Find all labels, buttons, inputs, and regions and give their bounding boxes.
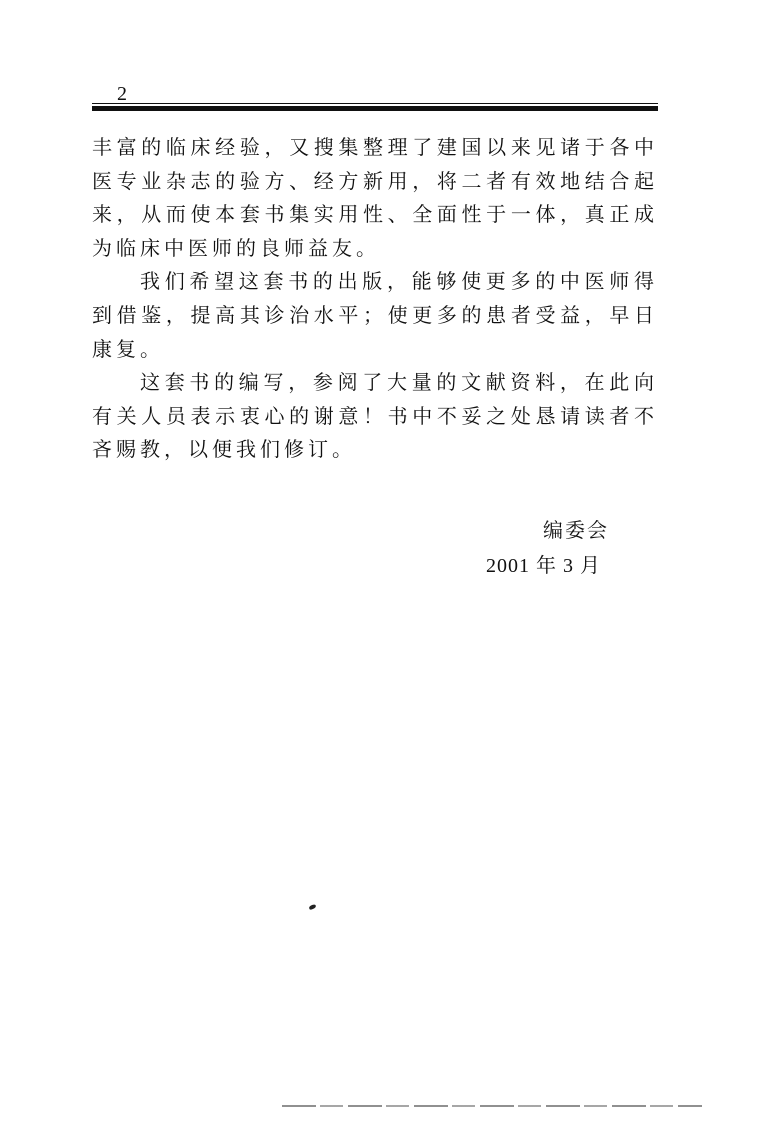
scan-speck bbox=[309, 904, 317, 910]
signature-organization: 编委会 bbox=[543, 518, 609, 542]
signature-date: 2001 年 3 月 bbox=[486, 555, 601, 577]
header-rule bbox=[92, 103, 658, 112]
page-number: 2 bbox=[117, 83, 127, 105]
paragraph-thanks: 这套书的编写，参阅了大量的文献资料，在此向有关人员表示衷心的谢意！书中不妥之处恳请读者不吝赐教，以便我们修订。 bbox=[92, 370, 658, 462]
paragraph-hope: 我们希望这套书的出版，能够使更多的中医师得到借鉴，提高其诊治水平；使更多的患者受益，早日康复。 bbox=[92, 269, 658, 361]
paragraph-continuation: 丰富的临床经验，又搜集整理了建国以来见诸于各中医专业杂志的验方、经方新用，将二者有效地结合起来，从而使本套书集实用性、全面性于一体，真正成为临床中医师的良师益友。 bbox=[92, 135, 658, 260]
body-text bbox=[92, 131, 658, 467]
scan-artifact-line bbox=[282, 1105, 702, 1107]
